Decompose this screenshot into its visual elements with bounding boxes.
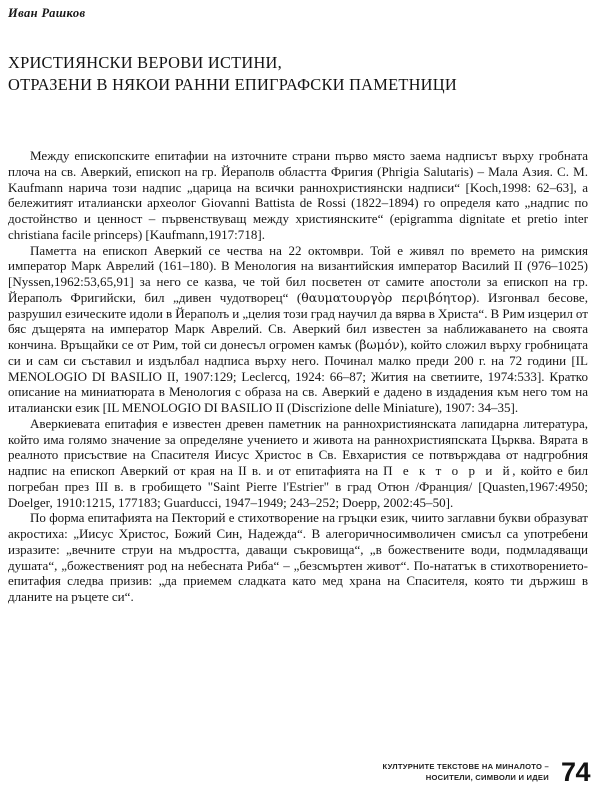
paragraph-4 <box>8 510 588 605</box>
paragraph-3 <box>8 416 588 511</box>
footer-title-line-1: КУЛТУРНИТЕ ТЕКСТОВЕ НА МИНАЛОТО – <box>382 762 549 771</box>
article-title-line-2: ОТРАЗЕНИ В НЯКОИ РАННИ ЕПИГРАФСКИ ПАМЕТНИЦИ <box>8 75 457 94</box>
paragraph-3-text-a: Аверкиевата епитафия е известен древен паметник на раннохристиянската лапидарна литература, който има голямо значение за определяне учението и живота на раннохристияпската Църква. Вярата в реалното присъствие на Спасителя Иисус Христос в Св. Евхаристия се потвърждава от надгробния надпис на епископ Аверкий от края на II в. и от епитафията на <box>8 415 588 478</box>
greek-phrase-bomon: βωμόν <box>359 337 400 352</box>
page-footer <box>383 759 590 786</box>
running-head-author: Иван Рашков <box>8 6 86 20</box>
page-number: 74 <box>560 757 590 787</box>
article-body <box>8 148 588 605</box>
paragraph-1-text: Между епископските епитафии на източните страни първо място заема надписът върху гробната плоча на св. Аверкий, епископ на гр. Йераполв областта Фригия (Phrigia Salutaris) – Мала Азия. C. M. Kaufmann нарича този надпис „царица на всички раннохристиянски надписи“ [Koch,1998: 62–63], а бележитият италиански археолог Giovanni Battista de Rossi (1822–1894) го определя като „надпис по достойнство и ценност – първенствуващ между християнските“ (epigramma dignitate et pretio inter christiana facile princeps) [Kaufmann,1917:718]. <box>8 148 588 242</box>
paragraph-2-text-b: ). Изгонвал бесове, разрушил езическите идоли в Йераполъ и „целия този град научил да вярва в Христа“. В Рим изцерил от бяс дъщерята на император Марк Аврелий. Св. Аверкий бил известен за наближаването на своята кончина. Връщайки се от Рим, той си донесъл огромен камък ( <box>8 289 588 352</box>
footer-book-title <box>383 762 549 783</box>
paragraph-1 <box>8 148 588 243</box>
paragraph-2-text-a: Паметта на епископ Аверкий се чества на 22 октомври. Той е живял по времето на римския император Марк Аврелий (161–180). В Менология на византийския император Василий II (976–1025) [Nyssen,1962:53,65,91] за него се казва, че той бил посветен от самите апостоли за епископ на гр. Йераполъ Фригийски, бил „дивен чудотворец“ ( <box>8 242 588 305</box>
article-title <box>8 52 574 96</box>
paragraph-4-text: По форма епитафията на Пекторий е стихотворение на гръцки език, чиито заглавни букви образуват акростиха: „Иисус Христос, Божий Син, Надежда“. В алегоричносимволичен смисъл са употребени изразите: „вечните струи на мъдростта, даващи съкровища“, „в божествените води, подмладяващи душата“, „божественият род на небесната Риба“ – „безсмъртен живот“. По-нататък в стихотворението-епитафия следва призив: „да приемем сладката като мед храна на Спасителя, която ти държиш в дланите на ръцете си“. <box>8 510 588 604</box>
emphasized-name-pectorius: П е к т о р и й <box>383 463 513 478</box>
paragraph-2-text-c: ), който сложил върху гробницата си и сам си съставил и издълбал надписа върху него. Починал малко преди 200 г. на 72 години [IL MENOLOGIO DI BASILIO II, 1907:129; Leclercq, 1924: 66–87; Жития на светиите, 1974:533]. Кратко описание на миниатюрата в Менология с образа на св. Аверкий е дадено в издадения към него том на италиански език [IL MENOLOGIO DI BASILIO II (Discrizione delle Miniature), 1907: 34–35]. <box>8 337 588 415</box>
footer-title-line-2: НОСИТЕЛИ, СИМВОЛИ И ИДЕИ <box>425 772 549 782</box>
paragraph-2 <box>8 243 588 416</box>
article-title-line-1: ХРИСТИЯНСКИ ВЕРОВИ ИСТИНИ, <box>8 53 282 72</box>
greek-phrase-thaumatourgos: θαυματουργὸρ περιβόητορ <box>301 289 472 305</box>
paragraph-3-text-b: , който е бил погребан през III в. в гробището "Saint Pierre l'Estrier" в град Отюн /Франция/ [Quasten,1967:4950; Doelger, 1910:1215, 177183; Guarducci, 1947–1949; 243–252; Doepp, 2002:45–50]. <box>8 463 588 510</box>
